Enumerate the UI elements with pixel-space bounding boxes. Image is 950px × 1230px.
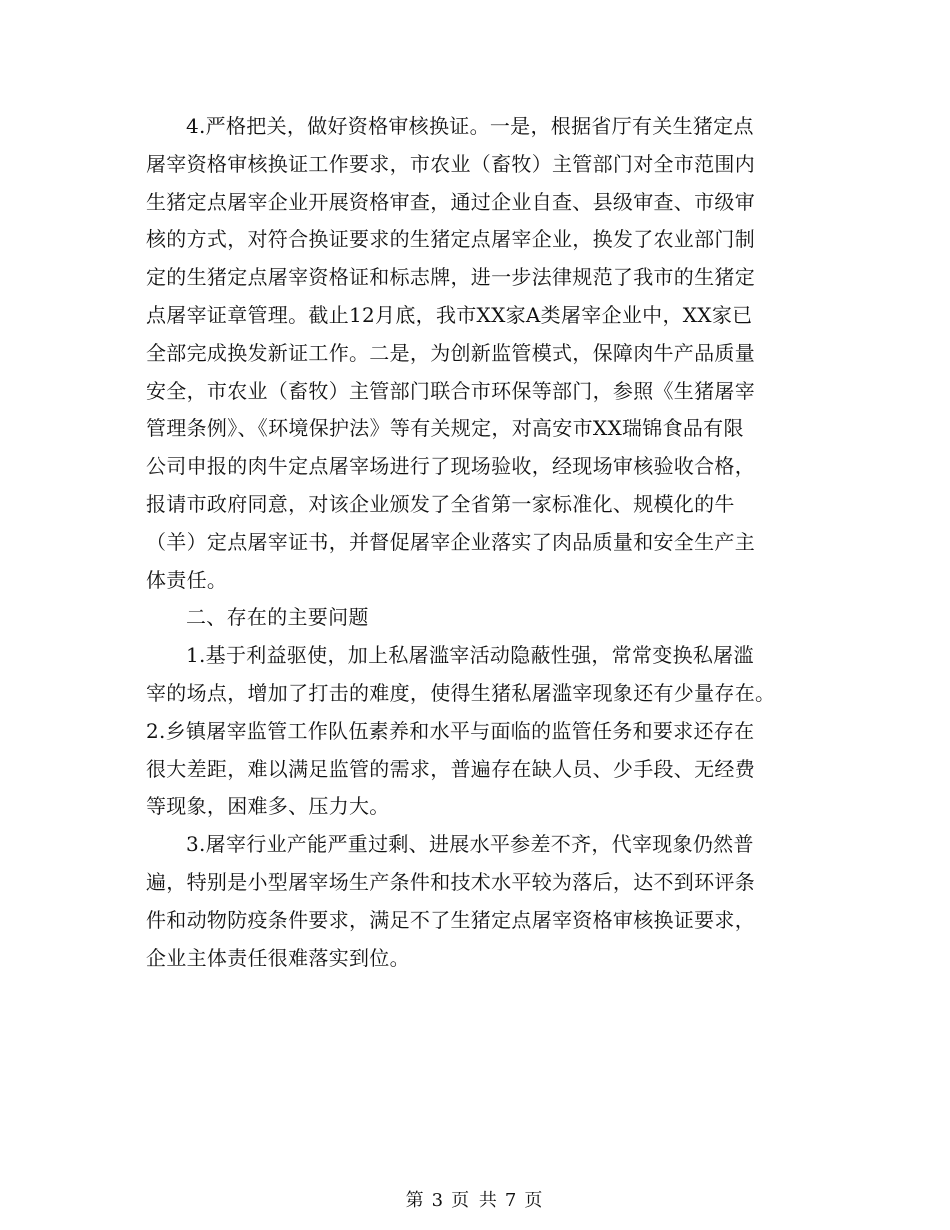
paragraph-line: 定的生猪定点屠宰资格证和标志牌，进一步法律规范了我市的生猪定	[146, 265, 755, 290]
paragraph-line: （羊）定点屠宰证书，并督促屠宰企业落实了肉品质量和安全生产主	[146, 529, 755, 554]
paragraph-line: 4.严格把关，做好资格审核换证。一是，根据省厅有关生猪定点	[186, 114, 754, 138]
paragraph-line: 遍，特别是小型屠宰场生产条件和技术水平较为落后，达不到环评条	[146, 869, 755, 894]
paragraph-line: 很大差距，难以满足监管的需求，普遍存在缺人员、少手段、无经费	[146, 756, 755, 781]
paragraph-line: 全部完成换发新证工作。二是，为创新监管模式，保障肉牛产品质量	[146, 340, 755, 365]
paragraph-line: 屠宰资格审核换证工作要求，市农业（畜牧）主管部门对全市范围内	[146, 151, 755, 176]
footer-middle: 页 共	[451, 1190, 499, 1211]
paragraph-line: 生猪定点屠宰企业开展资格审查，通过企业自查、县级审查、市级审	[146, 189, 755, 214]
paragraph-line: 安全，市农业（畜牧）主管部门联合市环保等部门，参照《生猪屠宰	[146, 378, 755, 403]
page-number: 3	[431, 1190, 446, 1211]
page-footer	[0, 1186, 950, 1212]
paragraph-line: 核的方式，对符合换证要求的生猪定点屠宰企业，换发了农业部门制	[146, 227, 755, 252]
paragraph-line: 宰的场点，增加了打击的难度，使得生猪私屠滥宰现象还有少量存在。	[146, 680, 776, 705]
paragraph-line: 件和动物防疫条件要求，满足不了生猪定点屠宰资格审核换证要求，	[146, 907, 755, 932]
footer-suffix: 页	[524, 1190, 545, 1211]
paragraph-line: 点屠宰证章管理。截止12月底，我市XX家A类屠宰企业中，XX家已	[146, 302, 753, 327]
document-body	[146, 108, 816, 977]
paragraph-line: 等现象，困难多、压力大。	[146, 794, 390, 819]
paragraph-line: 体责任。	[146, 567, 228, 592]
paragraph-line: 报请市政府同意，对该企业颁发了全省第一家标准化、规模化的牛	[146, 491, 735, 516]
paragraph-line: 3.屠宰行业产能严重过剩、进展水平参差不齐，代宰现象仍然普	[186, 832, 754, 857]
paragraph-line: 1.基于利益驱使，加上私屠滥宰活动隐蔽性强，常常变换私屠滥	[186, 643, 754, 668]
total-pages: 7	[504, 1190, 519, 1211]
paragraph-line: 2.乡镇屠宰监管工作队伍素养和水平与面临的监管任务和要求还存在	[146, 718, 755, 743]
paragraph-line: 企业主体责任很难落实到位。	[146, 945, 410, 970]
section-heading: 二、存在的主要问题	[186, 605, 369, 630]
paragraph-line: 管理条例》、《环境保护法》等有关规定，对高安市XX瑞锦食品有限	[146, 416, 744, 441]
paragraph-line: 公司申报的肉牛定点屠宰场进行了现场验收，经现场审核验收合格，	[146, 454, 755, 479]
footer-prefix: 第	[405, 1190, 426, 1211]
